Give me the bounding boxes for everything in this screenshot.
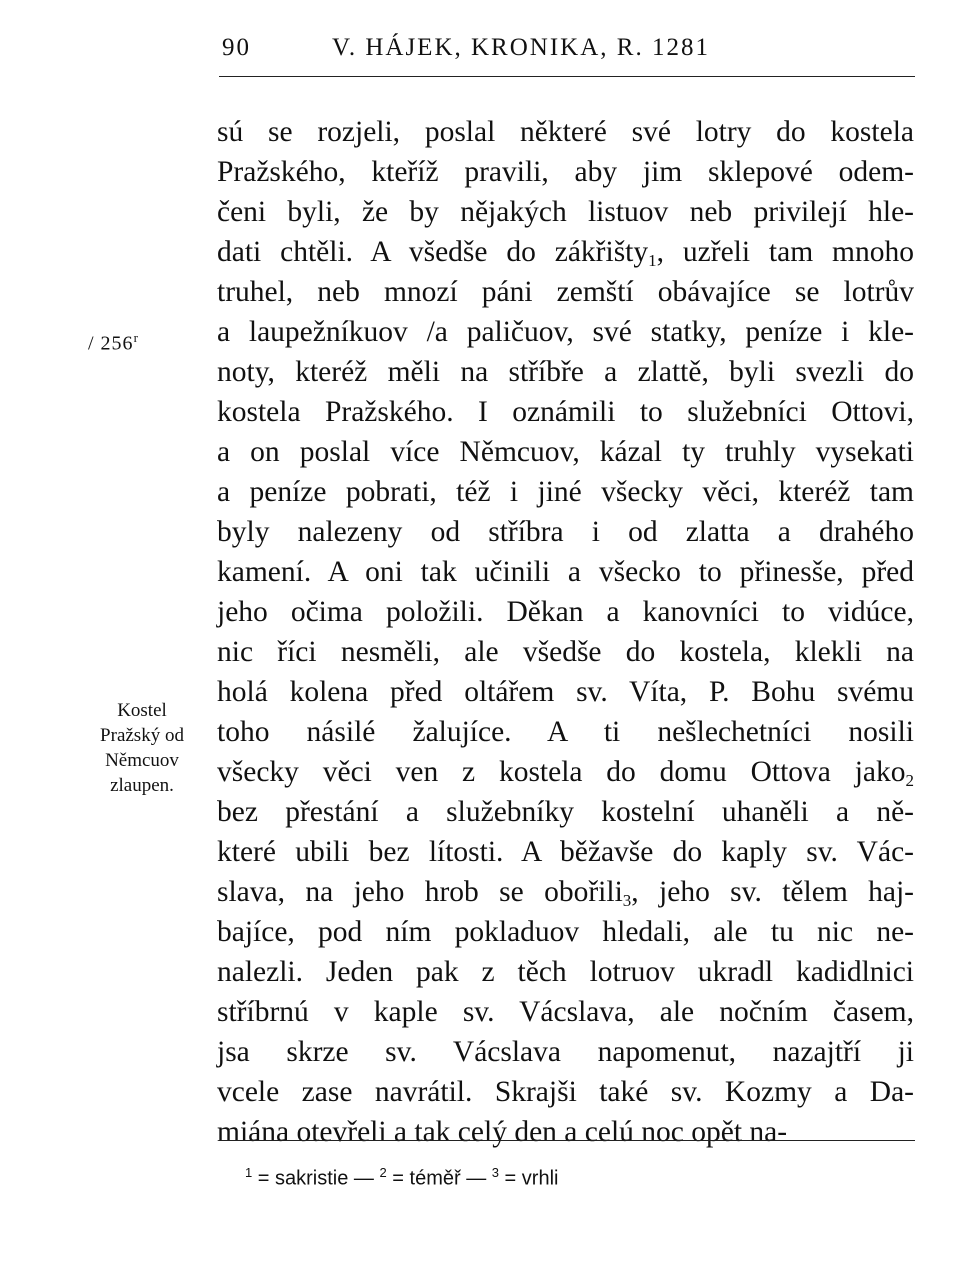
footnotes [245, 1158, 558, 1194]
running-title: V. HÁJEK, KRONIKA, R. 1281 [332, 34, 710, 61]
text-line: Pražského, kteříž pravili, aby jim sklepové odem- [217, 156, 914, 188]
margin-note-line: zlaupen. [110, 775, 174, 796]
main-text [217, 112, 914, 1152]
margin-note-line: Němcuov [105, 750, 179, 771]
text-line [217, 872, 914, 912]
folio-side: r [133, 330, 139, 345]
text-segment: dati chtěli. A všedše do zákřišty [217, 236, 649, 268]
text-line: jeho očima položili. Děkan a kanovníci to vidúce, [217, 596, 914, 628]
margin-note-line: Pražský od [100, 725, 184, 746]
text-line: stříbrnú v kaple sv. Vácslava, ale nočním časem, [217, 996, 914, 1028]
text-line: noty, kteréž měli na stříbře a zlattě, byli svezli do [217, 356, 914, 388]
text-line: jsa skrze sv. Vácslava napomenut, nazajtří ji [217, 1036, 914, 1068]
text-line: a laupežníkuov /a paličuov, své statky, peníze i kle- [217, 316, 914, 348]
footnote-reference: 3 [622, 891, 632, 910]
footnote-text: = sakristie — [252, 1167, 380, 1190]
text-line [217, 752, 914, 792]
footnote-reference: 2 [905, 771, 914, 790]
margin-folio-reference [88, 318, 139, 364]
running-header [222, 34, 912, 74]
header-rule [219, 76, 915, 77]
text-line: nalezli. Jeden pak z těch lotruov ukradl kadidlnici [217, 956, 914, 988]
text-line: čeni byli, že by nějakých listuov neb privilejí hle- [217, 196, 914, 228]
footnote-text: = téměř — [386, 1167, 492, 1190]
text-line [217, 232, 914, 272]
footnote-marker: 3 [491, 1165, 499, 1180]
text-line: bez přestání a služebníky kostelní uhaněli a ně- [217, 796, 914, 828]
text-line: kamení. A oni tak učinili a všecko to přinesše, před [217, 556, 914, 588]
text-line: toho násilé žalujíce. A ti nešlechetníci nosili [217, 716, 914, 748]
footnote-rule [219, 1140, 915, 1141]
text-segment: , jeho sv. tělem haj- [631, 876, 914, 908]
margin-note [74, 698, 210, 798]
text-line: nic říci nesměli, ale všedše do kostela, klekli na [217, 636, 914, 668]
text-segment: všecky věci ven z kostela do domu Ottova jako [217, 756, 906, 788]
text-line: truhel, neb mnozí páni zemští obávajíce se lotrův [217, 276, 914, 308]
text-segment: , uzřeli tam mnoho [656, 236, 914, 268]
footnote-reference: 1 [648, 251, 657, 270]
text-line: vcele zase navrátil. Skrajši také sv. Kozmy a Da- [217, 1076, 914, 1108]
text-line: miána otevřeli a tak celý den a celú noc opět na- [217, 1116, 788, 1148]
text-line: holá kolena před oltářem sv. Víta, P. Bohu svému [217, 676, 914, 708]
footnote-marker: 1 [245, 1165, 253, 1180]
text-line: a peníze pobrati, též i jiné všecky věci, kteréž tam [217, 476, 914, 508]
folio-label: / 256 [88, 332, 134, 355]
text-line: kostela Pražského. I oznámili to služebníci Ottovi, [217, 396, 914, 428]
footnote-text: = vrhli [499, 1167, 559, 1190]
text-line: bajíce, pod ním pokladuov hledali, ale tu nic ne- [217, 916, 914, 948]
page-number: 90 [222, 34, 251, 61]
text-line: a on poslal více Němcuov, kázal ty truhly vysekati [217, 436, 914, 468]
text-segment: slava, na jeho hrob se obořili [217, 876, 623, 908]
text-line: které ubili bez lítosti. A běžavše do kaply sv. Vác- [217, 836, 914, 868]
footnote-marker: 2 [379, 1165, 387, 1180]
text-line: byly nalezeny od stříbra i od zlatta a drahého [217, 516, 914, 548]
margin-note-line: Kostel [117, 700, 167, 721]
text-line: sú se rozjeli, poslal některé své lotry do kostela [217, 116, 914, 148]
